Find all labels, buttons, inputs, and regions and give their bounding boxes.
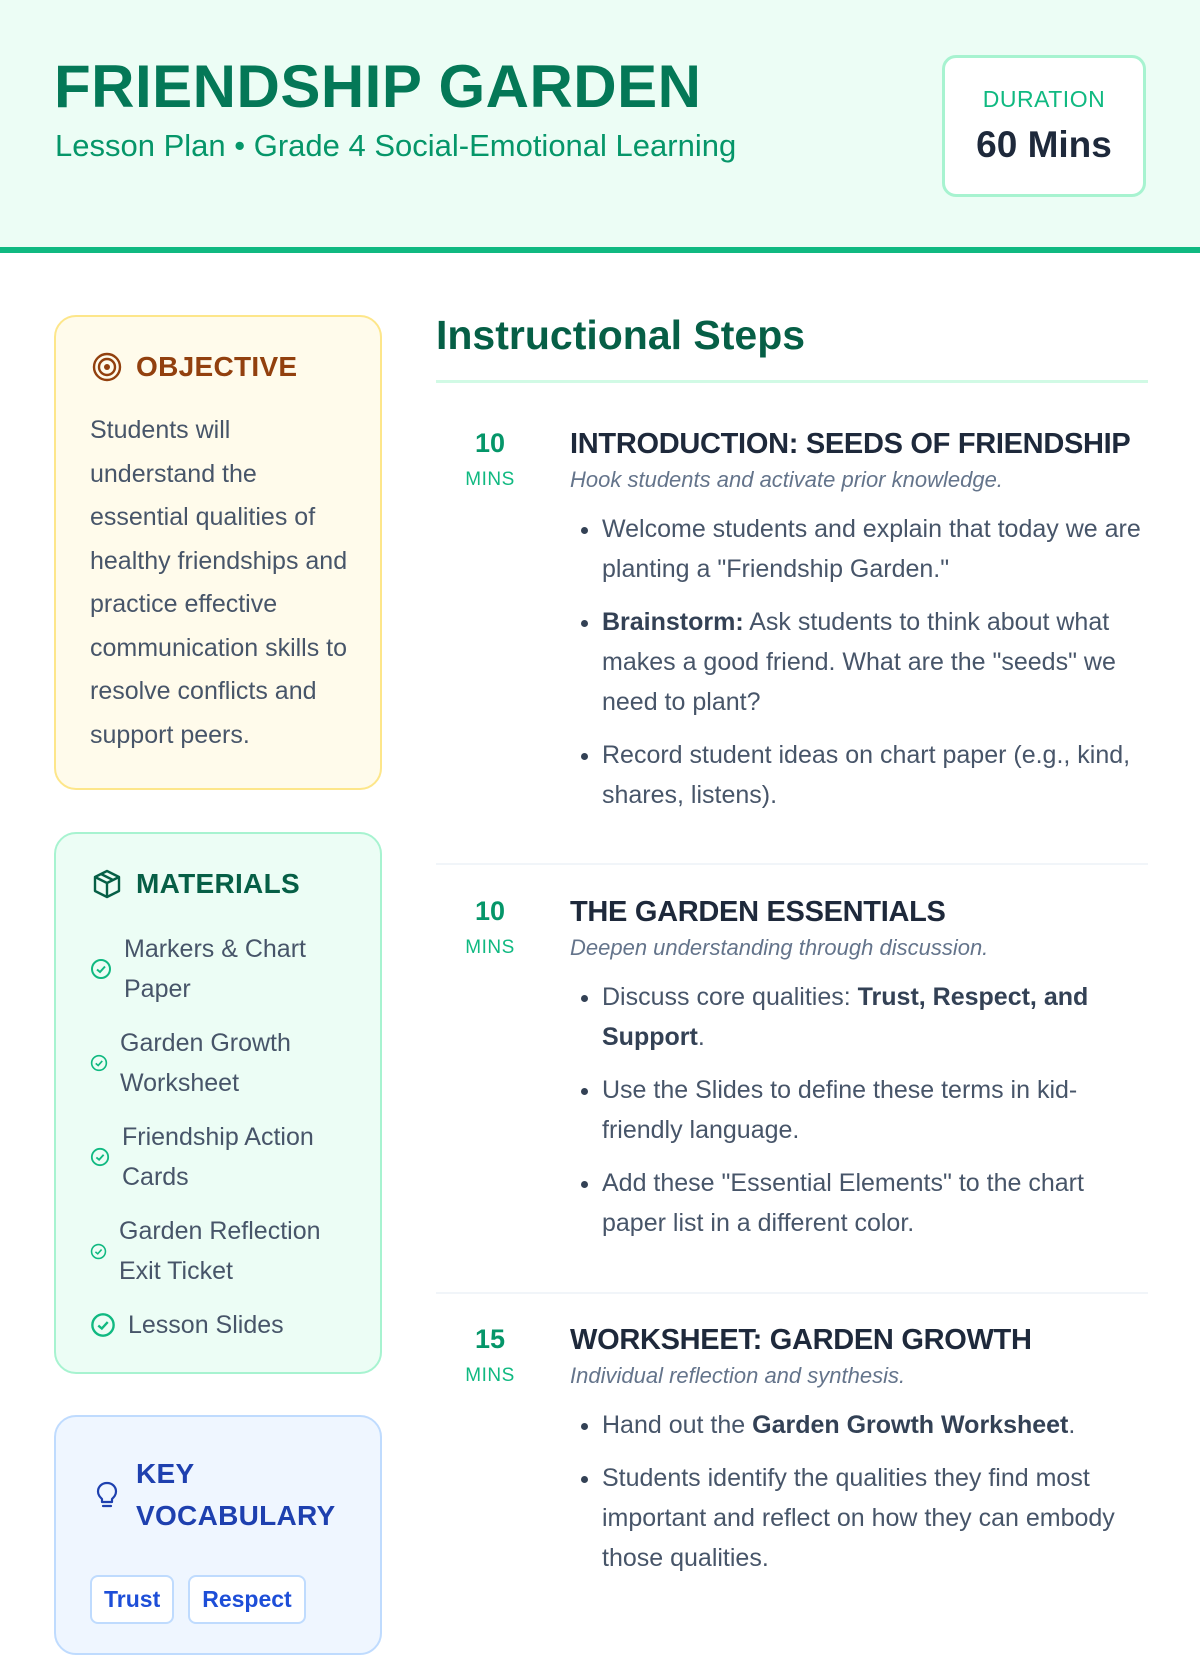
bullet-text: Use the Slides to define these terms in kid-friendly language. xyxy=(602,1076,1078,1144)
step-bullets xyxy=(570,977,1150,1243)
page-subtitle: Lesson Plan • Grade 4 Social-Emotional Learning xyxy=(55,128,737,163)
step-subtitle: Deepen understanding through discussion. xyxy=(570,935,989,960)
bullet-text: Ask students to think about what makes a good friend. What are the "seeds" we need to plant? xyxy=(602,608,1116,716)
step-minutes: 15 xyxy=(474,1324,506,1354)
list-item xyxy=(602,1458,1150,1578)
objective-heading xyxy=(90,350,297,384)
vocab-tag: Respect xyxy=(188,1575,305,1624)
material-label: Garden Reflection Exit Ticket xyxy=(119,1217,321,1285)
step-minutes: 10 xyxy=(474,428,506,458)
step-title: THE GARDEN ESSENTIALS xyxy=(570,896,946,928)
vocab-tag: Trust xyxy=(90,1575,174,1624)
bullet-bold: Trust, Respect, and Support xyxy=(602,983,1089,1051)
objective-text: Students will understand the essential qualities of healthy friendships and practice effective communication skills to resolve conflicts and support peers. xyxy=(90,416,348,749)
step-bullets xyxy=(570,1405,1150,1578)
step-unit: MINS xyxy=(465,469,515,490)
step-subtitle: Individual reflection and synthesis. xyxy=(570,1363,906,1388)
bullet-text: Welcome students and explain that today we are planting a "Friendship Garden." xyxy=(602,515,1141,583)
step-duration xyxy=(436,1324,544,1387)
lightbulb-icon xyxy=(90,1478,124,1512)
material-label: Friendship Action Cards xyxy=(122,1123,314,1191)
list-item xyxy=(602,735,1150,815)
vocabulary-heading-line2: VOCABULARY xyxy=(136,1500,336,1531)
step-divider xyxy=(436,863,1148,865)
check-circle-icon xyxy=(90,958,112,980)
list-item xyxy=(602,1070,1150,1150)
duration-value: 60 Mins xyxy=(976,124,1112,165)
materials-heading xyxy=(90,867,300,901)
vocabulary-heading-line1: KEY xyxy=(136,1458,195,1489)
step-unit: MINS xyxy=(465,937,515,958)
duration-label: DURATION xyxy=(982,86,1106,112)
step-unit: MINS xyxy=(465,1365,515,1386)
list-item xyxy=(602,977,1150,1057)
vocabulary-card xyxy=(54,1415,382,1655)
step-divider xyxy=(436,1292,1148,1294)
bullet-text: Hand out the xyxy=(602,1411,753,1439)
step-content xyxy=(570,428,1150,828)
step-bullets xyxy=(570,509,1150,815)
step-content xyxy=(570,896,1150,1256)
step-minutes: 10 xyxy=(474,896,506,926)
check-circle-icon xyxy=(90,1243,107,1260)
materials-list xyxy=(90,929,360,1359)
list-item xyxy=(602,602,1150,722)
material-label: Lesson Slides xyxy=(128,1311,284,1339)
step-duration xyxy=(436,896,544,959)
bullet-text: Students identify the qualities they find most important and reflect on how they can embody those qualities. xyxy=(602,1464,1115,1572)
bullet-bold: Garden Growth Worksheet xyxy=(752,1411,1069,1439)
list-item xyxy=(90,1117,360,1197)
step-subtitle: Hook students and activate prior knowledge. xyxy=(570,467,1003,492)
list-item xyxy=(90,1211,360,1291)
list-item xyxy=(602,509,1150,589)
list-item xyxy=(90,929,360,1009)
check-circle-icon xyxy=(90,1054,108,1072)
section-title: Instructional Steps xyxy=(436,312,806,358)
bullet-tail: . xyxy=(697,1023,705,1051)
lesson-header xyxy=(0,0,1200,253)
vocabulary-heading-label xyxy=(136,1453,336,1537)
materials-heading-label: MATERIALS xyxy=(136,868,300,899)
bullet-bold: Brainstorm: xyxy=(602,608,744,636)
duration-badge xyxy=(942,55,1146,197)
step-title: WORKSHEET: GARDEN GROWTH xyxy=(570,1324,1032,1356)
check-circle-icon xyxy=(90,1312,116,1338)
package-icon xyxy=(90,867,124,901)
material-label: Markers & Chart Paper xyxy=(124,935,306,1003)
step-duration xyxy=(436,428,544,491)
step-title: INTRODUCTION: SEEDS OF FRIENDSHIP xyxy=(570,428,1131,460)
list-item xyxy=(90,1023,360,1103)
bullet-tail: . xyxy=(1068,1411,1076,1439)
materials-card xyxy=(54,832,382,1374)
check-circle-icon xyxy=(90,1147,110,1167)
material-label: Garden Growth Worksheet xyxy=(120,1029,291,1097)
list-item xyxy=(602,1405,1150,1445)
vocabulary-heading xyxy=(90,1453,336,1537)
page-title: FRIENDSHIP GARDEN xyxy=(54,53,702,120)
bullet-text: Record student ideas on chart paper (e.g., kind, shares, listens). xyxy=(602,741,1131,809)
objective-heading-label: OBJECTIVE xyxy=(136,351,298,382)
target-icon xyxy=(90,350,124,384)
list-item xyxy=(90,1305,360,1345)
bullet-text: Add these "Essential Elements" to the chart paper list in a different color. xyxy=(602,1169,1084,1237)
bullet-text: Discuss core qualities: xyxy=(602,983,858,1011)
objective-card xyxy=(54,315,382,790)
section-divider xyxy=(436,380,1148,383)
step-content xyxy=(570,1324,1150,1591)
list-item xyxy=(602,1163,1150,1243)
